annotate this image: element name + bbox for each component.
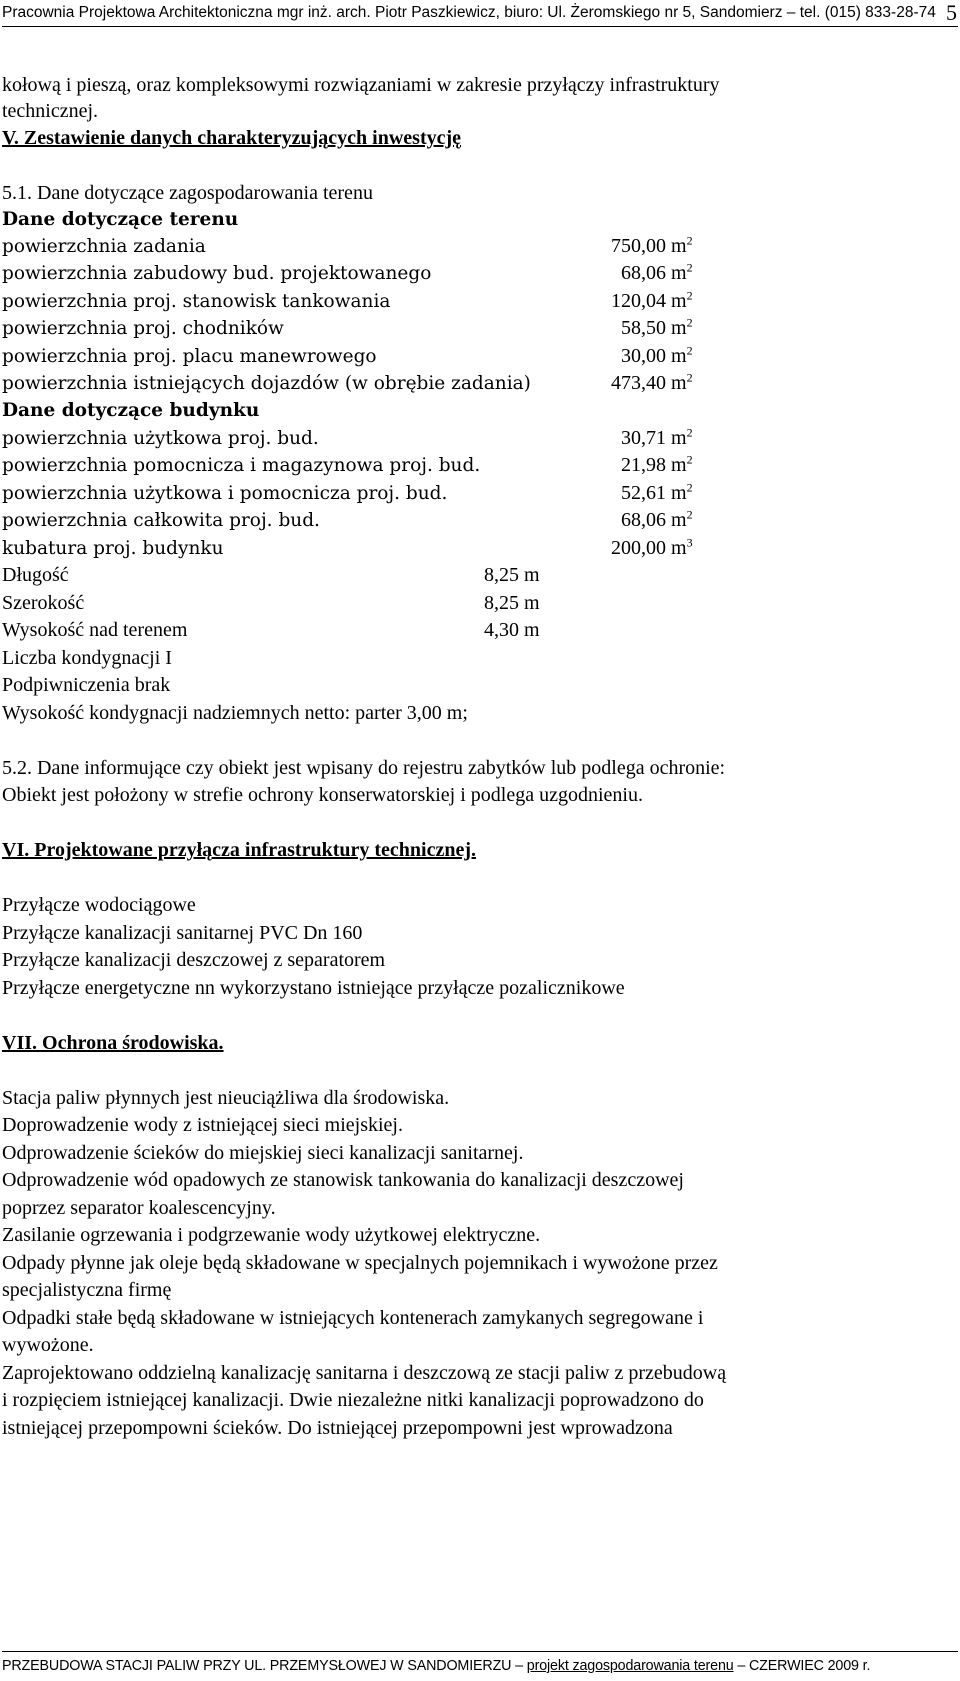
footer-text bbox=[2, 1658, 870, 1674]
section-5-2-title: 5.2. Dane informujące czy obiekt jest wpisany do rejestru zabytków lub podlega ochronie: bbox=[2, 757, 726, 779]
dimension-value: 8,25 m bbox=[484, 592, 540, 614]
terrain-row-label: powierzchnia proj. stanowisk tankowania bbox=[2, 291, 391, 312]
terrain-row-label: powierzchnia istniejących dojazdów (w obrębie zadania) bbox=[2, 373, 531, 394]
building-row-label: powierzchnia użytkowa i pomocnicza proj. bud. bbox=[2, 483, 448, 504]
dimension-label: Szerokość bbox=[2, 592, 85, 614]
terrain-row-value: 120,04 $m^2$ bbox=[611, 288, 693, 312]
page-footer bbox=[2, 1652, 960, 1680]
header-rule bbox=[2, 26, 958, 27]
terrain-row-value: 68,06 $m^2$ bbox=[621, 260, 693, 284]
environment-line: Zasilanie ogrzewania i podgrzewanie wody użytkowej elektryczne. bbox=[2, 1224, 541, 1246]
footer-project: PRZEBUDOWA STACJI PALIW PRZY UL. PRZEMYSŁOWEJ W SANDOMIERZU – bbox=[2, 1658, 527, 1674]
footer-doc-type: projekt zagospodarowania terenu bbox=[526, 1658, 734, 1674]
page-number: 5 bbox=[946, 0, 957, 25]
building-heading: Dane dotyczące budynku bbox=[2, 400, 260, 421]
section-6-title: VI. Projektowane przyłącza infrastruktury technicznej. bbox=[2, 839, 476, 861]
building-row-value: 52,61 $m^2$ bbox=[621, 480, 693, 504]
environment-line: Odprowadzenie ścieków do miejskiej sieci kanalizacji sanitarnej. bbox=[2, 1142, 524, 1164]
building-row-label: powierzchnia użytkowa proj. bud. bbox=[2, 428, 319, 449]
dimension-label: Długość bbox=[2, 564, 69, 586]
building-row-label: powierzchnia całkowita proj. bud. bbox=[2, 510, 320, 531]
environment-line: Doprowadzenie wody z istniejącej sieci miejskiej. bbox=[2, 1114, 403, 1136]
environment-line: i rozpięciem istniejącej kanalizacji. Dwie niezależne nitki kanalizacji poprowadzono do bbox=[2, 1389, 704, 1411]
environment-line: Stacja paliw płynnych jest nieuciążliwa dla środowiska. bbox=[2, 1087, 450, 1109]
storey-height: Wysokość kondygnacji nadziemnych netto: parter 3,00 m; bbox=[2, 702, 468, 724]
building-row-value: 30,71 $m^2$ bbox=[621, 425, 693, 449]
footer-date: – CZERWIEC 2009 r. bbox=[733, 1658, 871, 1674]
connection-item: Przyłącze kanalizacji deszczowej z separatorem bbox=[2, 949, 386, 971]
dimension-label: Wysokość nad terenem bbox=[2, 619, 188, 641]
terrain-row-label: powierzchnia zadania bbox=[2, 236, 206, 257]
environment-line: Odpady płynne jak oleje będą składowane w specjalnych pojemnikach i wywożone przez bbox=[2, 1252, 718, 1274]
building-row-value: 68,06 $m^2$ bbox=[621, 507, 693, 531]
building-row-label: powierzchnia pomocnicza i magazynowa proj. bud. bbox=[2, 455, 481, 476]
building-row-value: 200,00 $m^3$ bbox=[611, 535, 693, 559]
building-row-value: 21,98 $m^2$ bbox=[621, 452, 693, 476]
environment-line: poprzez separator koalescencyjny. bbox=[2, 1197, 276, 1219]
dimension-value: 4,30 m bbox=[484, 619, 540, 641]
terrain-row-value: 30,00 $m^2$ bbox=[621, 343, 693, 367]
terrain-row-label: powierzchnia proj. placu manewrowego bbox=[2, 346, 377, 367]
basement-info: Podpiwniczenia brak bbox=[2, 674, 171, 696]
page-header bbox=[2, 0, 957, 26]
building-row-label: kubatura proj. budynku bbox=[2, 538, 224, 559]
intro-line-1: kołową i pieszą, oraz kompleksowymi rozwiązaniami w zakresie przyłączy infrastruktury bbox=[2, 74, 720, 96]
environment-line: wywożone. bbox=[2, 1334, 94, 1356]
terrain-row-value: 750,00 $m^2$ bbox=[611, 233, 693, 257]
environment-line: Odprowadzenie wód opadowych ze stanowisk tankowania do kanalizacji deszczowej bbox=[2, 1169, 684, 1191]
terrain-row-label: powierzchnia proj. chodników bbox=[2, 318, 284, 339]
connection-item: Przyłącze wodociągowe bbox=[2, 894, 196, 916]
floors-count: Liczba kondygnacji I bbox=[2, 647, 172, 669]
environment-line: Odpadki stałe będą składowane w istniejących kontenerach zamykanych segregowane i bbox=[2, 1307, 704, 1329]
terrain-row-value: 58,50 $m^2$ bbox=[621, 315, 693, 339]
section-5-title: V. Zestawienie danych charakteryzujących inwestycję bbox=[2, 127, 462, 149]
environment-line: istniejącej przepompowni ścieków. Do istniejącej przepompowni jest wprowadzona bbox=[2, 1417, 673, 1439]
section-7-title: VII. Ochrona środowiska. bbox=[2, 1032, 224, 1054]
connection-item: Przyłącze energetyczne nn wykorzystano istniejące przyłącze pozalicznikowe bbox=[2, 977, 625, 999]
connection-item: Przyłącze kanalizacji sanitarnej PVC Dn 160 bbox=[2, 922, 363, 944]
dimension-value: 8,25 m bbox=[484, 564, 540, 586]
terrain-heading: Dane dotyczące terenu bbox=[2, 209, 239, 230]
section-5-2-text: Obiekt jest położony w strefie ochrony konserwatorskiej i podlega uzgodnieniu. bbox=[2, 784, 643, 806]
terrain-row-label: powierzchnia zabudowy bud. projektowanego bbox=[2, 263, 432, 284]
intro-line-2: technicznej. bbox=[2, 100, 99, 122]
environment-line: specjalistyczna firmę bbox=[2, 1279, 172, 1301]
header-text: Pracownia Projektowa Architektoniczna mgr inż. arch. Piotr Paszkiewicz, biuro: Ul. Żeromskiego nr 5, Sandomierz – tel. (015) 833-28-74 bbox=[2, 4, 936, 21]
environment-line: Zaprojektowano oddzielną kanalizację sanitarna i deszczową ze stacji paliw z przebudową bbox=[2, 1362, 727, 1384]
terrain-row-value: 473,40 $m^2$ bbox=[611, 370, 693, 394]
section-5-1-title: 5.1. Dane dotyczące zagospodarowania terenu bbox=[2, 182, 373, 204]
